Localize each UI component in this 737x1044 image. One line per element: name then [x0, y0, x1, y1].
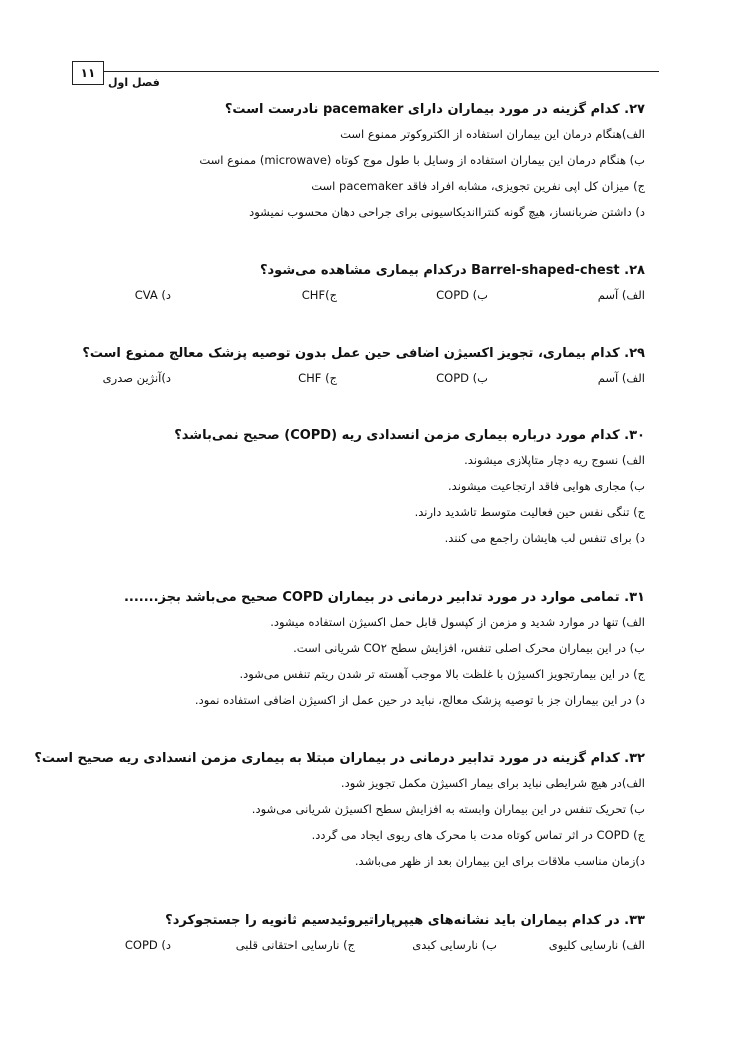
option-c: ج)CHF	[301, 288, 337, 302]
option-d: د)آنژین صدری	[102, 371, 171, 385]
question-27	[85, 99, 645, 225]
question-title: ۳۲. کدام گزینه در مورد تدابیر درمانی در بیماران مبتلا به بیماری مزمن انسدادی ریه صحیح است؟	[34, 751, 645, 766]
option-c: ج) میزان کل اپی نفرین تجویزی، مشابه افراد فاقد pacemaker است	[311, 179, 645, 193]
option-b: ب) COPD	[436, 288, 488, 302]
question-28	[85, 260, 645, 308]
option-a: الف) نسوج ریه دچار متاپلازی میشوند.	[464, 453, 645, 467]
option-b: ب) نارسایی کبدی	[412, 938, 497, 952]
option-b: ب) COPD	[436, 371, 488, 385]
question-title: ۲۷. کدام گزینه در مورد بیماران دارای pacemaker نادرست است؟	[224, 102, 645, 117]
option-a: الف) تنها در موارد شدید و مزمن از کپسول قابل حمل اکسیژن استفاده میشود.	[270, 615, 645, 629]
chapter-label: فصل اول	[108, 76, 160, 89]
option-b: ب) مجاری هوایی فاقد ارتجاعیت میشوند.	[448, 479, 645, 493]
option-d: د) COPD	[124, 938, 171, 952]
question-30	[85, 425, 645, 551]
option-c: ج) COPD در اثر تماس کوتاه مدت با محرک های ریوی ایجاد می گردد.	[311, 828, 645, 842]
options-row	[85, 932, 645, 958]
question-32	[34, 748, 645, 874]
option-a: الف)هنگام درمان این بیماران استفاده از الکتروکوتر ممنوع است	[340, 127, 645, 141]
option-b: ب) تحریک تنفس در این بیماران وابسته به افزایش سطح اکسیژن شریانی می‌شود.	[251, 802, 645, 816]
option-a: الف) آسم	[597, 371, 645, 385]
option-b: ب) هنگام درمان این بیماران استفاده از وسایل با طول موج کوتاه (microwave) ممنوع است	[199, 153, 645, 167]
option-c: ج) تنگی نفس حین فعالیت متوسط تاشدید دارند.	[414, 505, 645, 519]
option-a: الف) نارسایی کلیوی	[548, 938, 645, 952]
option-d: د) در این بیماران جز با توصیه پزشک معالج، نباید در حین عمل از اکسیژن اضافی استفاده نمود.	[194, 693, 645, 707]
header-rule	[72, 71, 659, 72]
option-c: ج) در این بیمارتجویز اکسیژن با غلظت بالا موجب آهسته تر شدن ریتم تنفس می‌شود.	[239, 667, 645, 681]
option-b: ب) در این بیماران محرک اصلی تنفس، افزایش سطح CO۲ شریانی است.	[293, 641, 645, 655]
question-29	[82, 343, 645, 391]
question-title: ۳۳. در کدام بیماران باید نشانه‌های هیپرپاراتیروئیدسیم ثانویه را جستجوکرد؟	[165, 913, 645, 928]
option-d: د) CVA	[134, 288, 171, 302]
question-title: ۲۸. Barrel-shaped-chest درکدام بیماری مشاهده می‌شود؟	[259, 263, 645, 278]
option-d: د) برای تنفس لب هایشان راجمع می کنند.	[444, 531, 645, 545]
option-a: الف)در هیچ شرایطی نباید برای بیمار اکسیژن مکمل تجویز شود.	[340, 776, 645, 790]
options-row	[85, 365, 645, 391]
option-c: ج) CHF	[298, 371, 337, 385]
question-title: ۳۱. تمامی موارد در مورد تدابیر درمانی در بیماران COPD صحیح می‌باشد بجز.......	[123, 590, 645, 605]
question-33	[85, 910, 645, 958]
option-d: د) داشتن ضربانساز، هیچ گونه کنترااندیکاسیونی برای جراحی دهان محسوب نمیشود	[249, 205, 645, 219]
page-number: ۱۱	[72, 61, 104, 85]
options-row	[85, 282, 645, 308]
question-title: ۲۹. کدام بیماری، تجویز اکسیژن اضافی حین عمل بدون توصیه پزشک معالج ممنوع است؟	[82, 346, 645, 361]
option-a: الف) آسم	[597, 288, 645, 302]
question-31	[85, 587, 645, 713]
question-title: ۳۰. کدام مورد درباره بیماری مزمن انسدادی ریه (COPD) صحیح نمی‌باشد؟	[174, 428, 645, 443]
option-d: د)زمان مناسب ملاقات برای این بیماران بعد از ظهر می‌باشد.	[354, 854, 645, 868]
option-c: ج) نارسایی احتقانی قلبی	[235, 938, 355, 952]
